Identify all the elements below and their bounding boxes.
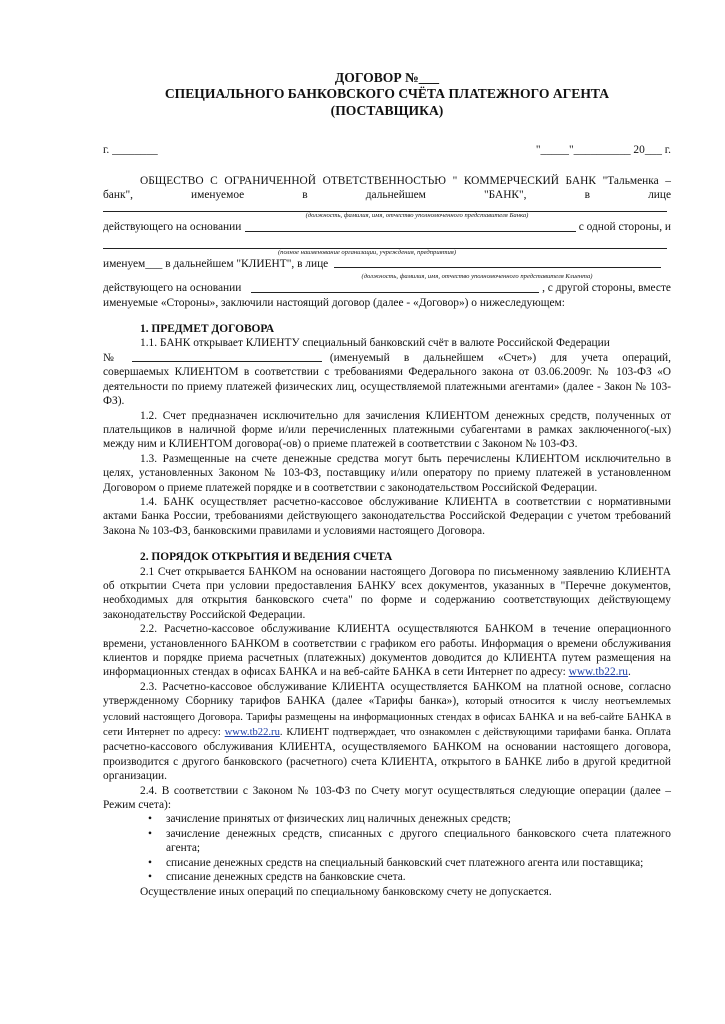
clause-2-3-text-d: Оплата расчетно-кассового обслуживания КЛИЕНТА, осуществляемого БАНКОМ на основании настоящего договора, производится с другого банковского (расчетного) счета КЛИЕНТА, открытого в БАНКЕ либо в другой кредитной организации.: [103, 726, 671, 783]
clause-2-2: 2.2. Расчетно-кассовое обслуживание КЛИЕНТА осуществляются БАНКОМ в течение операционного времени, установленного БАНКОМ в соответствии с графиком его работы. Информация о времени обслуживания клиентов и порядке приема расчетных (платежных) документов доводится до КЛИЕНТА путем размещения на информационных стендах в офисах БАНКА и на веб-сайте БАНКА в сети Интернет по адресу: www.tb22.ru.: [103, 623, 671, 679]
bullet-icon: •: [148, 856, 152, 869]
clause-2-3-text-a: 2.3. Расчетно-кассовое обслуживание КЛИЕНТА осуществляется БАНКОМ на платной основе, согласно утвержденному Сборнику тарифов БАНКА (далее «Тарифы банка»),: [103, 680, 671, 708]
client-representative-caption: (должность, фамилия, имя, отчество уполномоченного представителя Клиента): [361, 273, 593, 281]
clause-1-4: 1.4. БАНК осуществляет расчетно-кассовое обслуживание КЛИЕНТА в соответствии с нормативными актами Банка России, требованиями действующего законодательства Российской Федерации с учетом требований Закона № 103-ФЗ, банковскими правилами и условиями настоящего Договора.: [103, 495, 671, 537]
clause-1-2: 1.2. Счет предназначен исключительно для зачисления КЛИЕНТОМ денежных средств, полученных от плательщиков в наличной форме и/или перечисленных платежными субагентами в рамках заключенного(-ых) между ним и КЛИЕНТОМ договора(-ов) о приеме платежей в соответствии с Законом № 103-ФЗ.: [103, 409, 671, 451]
bank-representative-caption: (должность, фамилия, имя, отчество уполномоченного представителя Банка): [305, 212, 529, 220]
client-basis-blank: [251, 292, 539, 293]
bank-basis-label: действующего на основании: [103, 221, 242, 234]
list-item: • списание денежных средств на специальный банковский счет платежного агента или поставщика;: [103, 856, 671, 870]
clause-1-1-rest-a: (именуемый в дальнейшем «Счет») для учета операций,: [329, 351, 671, 364]
clause-2-3: 2.3. Расчетно-кассовое обслуживание КЛИЕНТА осуществляется БАНКОМ на платной основе, согласно утвержденному Сборнику тарифов БАНКА (далее «Тарифы банка»), который относится к числу неотъемлемых условий настоящего Договора. Тарифы размещены на информационных стендах в офисах БАНКА и на веб-сайте БАНКА в сети Интернет по адресу: www.tb22.ru. КЛИЕНТ подтверждает, что ознакомлен с действующими тарифами банка. Оплата расчетно-кассового обслуживания КЛИЕНТА, осуществляемого БАНКОМ на основании настоящего договора, производится с другого банковского (расчетного) счета КЛИЕНТА, открытого в БАНКЕ либо в другой кредитной организации.: [103, 680, 671, 783]
contract-document: [103, 70, 671, 899]
bank-representative-blank: [103, 202, 667, 212]
clause-2-4: 2.4. В соответствии с Законом № 103-ФЗ по Счету могут осуществляться следующие операции (далее – Режим счета):: [103, 784, 671, 812]
bullet-icon: •: [148, 871, 152, 884]
final-clause: Осуществление иных операций по специальному банковскому счету не допускается.: [140, 885, 552, 898]
account-number-blank: [132, 351, 322, 362]
bullet-icon: •: [148, 813, 152, 826]
bank-basis-suffix: с одной стороны, и: [578, 221, 671, 234]
title-line-1: ДОГОВОР №___: [334, 70, 440, 85]
parties-line: именуемые «Стороны», заключили настоящий договор (далее - «Договор») о нижеследующем:: [103, 296, 565, 309]
bank-basis-blank: [245, 231, 575, 232]
clause-1-1-account-row: [103, 351, 671, 365]
account-number-label: №: [103, 351, 114, 364]
clause-1-1-rest-b: совершаемых КЛИЕНТОМ в соответствии с требованиями Федерального закона от 03.06.2009г. № 103-ФЗ «О деятельности по приему платежей физических лиц, осуществляемой платежными агентами» (далее - Закон № 103-ФЗ).: [103, 366, 671, 408]
client-basis-suffix: , с другой стороны, вместе: [542, 282, 671, 295]
client-label: именуем___ в дальнейшем "КЛИЕНТ", в лице: [103, 257, 329, 270]
clause-2-1: 2.1 Счет открывается БАНКОМ на основании настоящего Договора по письменному заявлению КЛИЕНТА об открытии Счета при условии предоставления БАНКУ всех документов, указанных в "Перечне документов, необходимых для открытия банковского счета" по форме и содержанию соответствующих действующему законодательству Российской Федерации.: [103, 565, 671, 621]
client-name-blank: [103, 235, 667, 249]
title-line-2: СПЕЦИАЛЬНОГО БАНКОВСКОГО СЧЁТА ПЛАТЕЖНОГО АГЕНТА: [164, 86, 610, 102]
clause-1-3: 1.3. Размещенные на счете денежные средства могут быть перечислены КЛИЕНТОМ исключительно в целях, установленных Законом № 103-ФЗ, поставщику и/или оператору по приему платежей в установленном Договором о приеме платежей порядке и в соответствии с законодательством Российской Федерации.: [103, 452, 671, 494]
client-representative-blank: [334, 267, 661, 268]
bank-basis-row: [103, 220, 671, 234]
bullet-icon: •: [148, 827, 152, 840]
list-item: • зачисление денежных средств, списанных с другого специального банковского счета платежного агента;: [103, 827, 671, 856]
clause-1-1-line1: 1.1. БАНК открывает КЛИЕНТУ специальный банковский счёт в валюте Российской Федерации: [140, 337, 610, 350]
title-line-3: (ПОСТАВЩИКА): [330, 102, 444, 118]
section-1-heading: 1. ПРЕДМЕТ ДОГОВОРА: [140, 323, 275, 336]
bank-preamble: ОБЩЕСТВО С ОГРАНИЧЕННОЙ ОТВЕТСТВЕННОСТЬЮ " КОММЕРЧЕСКИЙ БАНК "Тальменка – банк", именуемое в дальнейшем "БАНК", в лице: [103, 174, 671, 202]
contract-title: [103, 70, 671, 119]
list-item: • зачисление принятых от физических лиц наличных денежных средств;: [103, 812, 671, 826]
city-field: г. ________: [103, 144, 158, 157]
section-2-heading: 2. ПОРЯДОК ОТКРЫТИЯ И ВЕДЕНИЯ СЧЕТА: [140, 551, 393, 564]
tariffs-website-link[interactable]: www.tb22.ru: [224, 727, 280, 739]
bank-website-link[interactable]: www.tb22.ru: [568, 666, 628, 679]
client-name-caption: (полное наименование организации, учреждения, предприятия): [277, 248, 457, 256]
client-basis-row: [103, 281, 671, 295]
client-basis-label: действующего на основании: [103, 282, 242, 295]
date-field: "_____"__________ 20___ г.: [535, 144, 671, 157]
client-row: [103, 257, 671, 271]
list-item: • списание денежных средств на банковские счета.: [103, 870, 671, 884]
clause-2-3-text-b: который относится к числу неотъемлемых условий настоящего Договора. Тарифы размещены на информационных стендах в офисах БАНКА и на веб-сайте БАНКА в сети Интернет по адресу:: [103, 696, 671, 739]
clause-2-2-text: 2.2. Расчетно-кассовое обслуживание КЛИЕНТА осуществляются БАНКОМ в течение операционного времени, установленного БАНКОМ в соответствии с графиком его работы. Информация о времени обслуживания клиентов и порядке приема расчетных (платежных) документов доводится до КЛИЕНТА путем размещения на информационных стендах в офисах БАНКА и на веб-сайте БАНКА в сети Интернет по адресу:: [103, 623, 671, 679]
clause-2-3-text-c: КЛИЕНТ подтверждает, что ознакомлен с действующими тарифами банка.: [286, 727, 633, 739]
city-date-row: [103, 143, 671, 157]
